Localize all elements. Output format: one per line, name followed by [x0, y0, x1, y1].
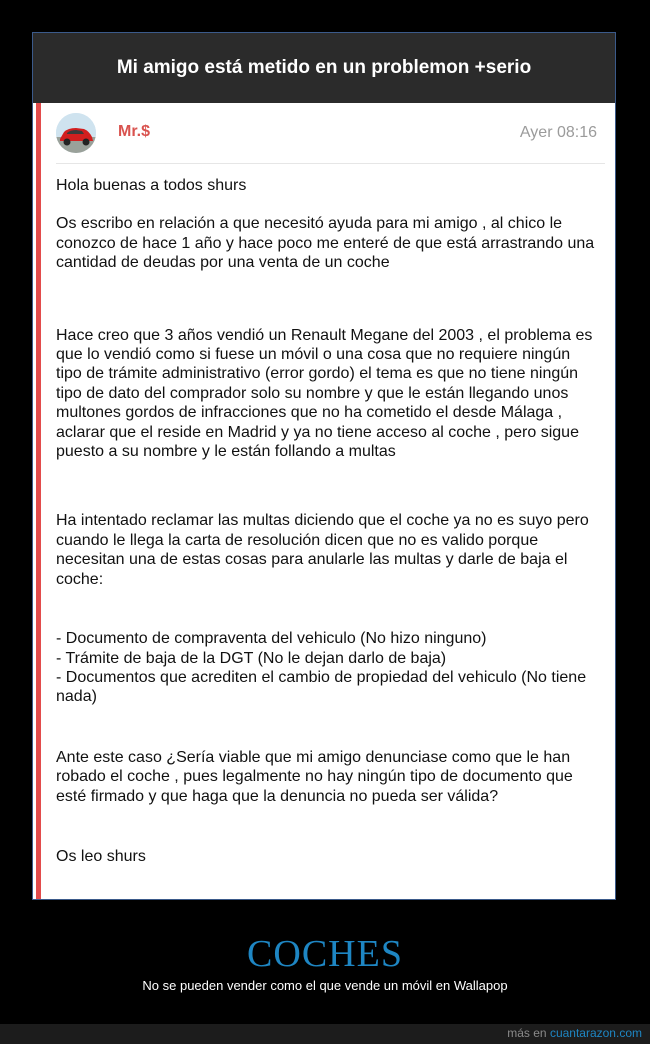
site-link[interactable]: cuantarazon.com	[549, 1026, 642, 1040]
caption-subtitle: No se pueden vender como el que vende un móvil en Wallapop	[142, 978, 508, 993]
category-title[interactable]: COCHES	[247, 933, 403, 975]
post-frame	[32, 32, 616, 900]
site-footer	[0, 1024, 650, 1044]
post-paragraph: Os escribo en relación a que necesitó ayuda para mi amigo , al chico le conozco de hace 1 año y hace poco me enteré de que está arrastrando una cantidad de deudas por una venta de un coche	[56, 215, 595, 272]
footer-prefix: más en	[507, 1026, 547, 1040]
red-car-avatar-icon[interactable]	[56, 113, 96, 153]
post-body	[56, 176, 596, 866]
post-title: Mi amigo está metido en un problemon +serio	[33, 33, 615, 103]
post-paragraph: - Documento de compraventa del vehiculo (No hizo ninguno) - Trámite de baja de la DGT (No le dejan darlo de baja) - Documentos que acrediten el cambio de propiedad del vehiculo (No tiene nada)	[56, 630, 587, 706]
caption-block	[0, 932, 650, 993]
post-timestamp: Ayer 08:16	[519, 124, 597, 141]
post-paragraph: Ante este caso ¿Sería viable que mi amigo denunciase como que le han robado el coche , pues legalmente no hay ningún tipo de documento que esté firmado y que haga que la denuncia no pueda ser válida?	[56, 748, 573, 805]
post-paragraph: Hace creo que 3 años vendió un Renault Megane del 2003 , el problema es que lo vendió como si fuese un móvil o una cosa que no requiere ningún tipo de trámite administrativo (error gordo) el tema es que no tiene ningún tipo de dato del comprador solo su nombre y que le están llegando unos multones gordos de infracciones que no ha cometido el desde Málaga , aclarar que el reside en Madrid y ya no tiene acceso al coche , pero sigue puesto a su nombre y le están follando a multas	[56, 326, 593, 461]
post-paragraph: Os leo shurs	[56, 847, 146, 865]
post-card	[36, 103, 615, 899]
post-paragraph: Hola buenas a todos shurs	[56, 177, 247, 194]
header-divider	[56, 163, 605, 164]
author-name[interactable]: Mr.$	[118, 123, 151, 140]
post-paragraph: Ha intentado reclamar las multas diciendo que el coche ya no es suyo pero cuando le llega la carta de resolución dicen que no es valido porque necesitan una de estas cosas para anularle las multas y darle de baja el coche:	[56, 512, 589, 588]
